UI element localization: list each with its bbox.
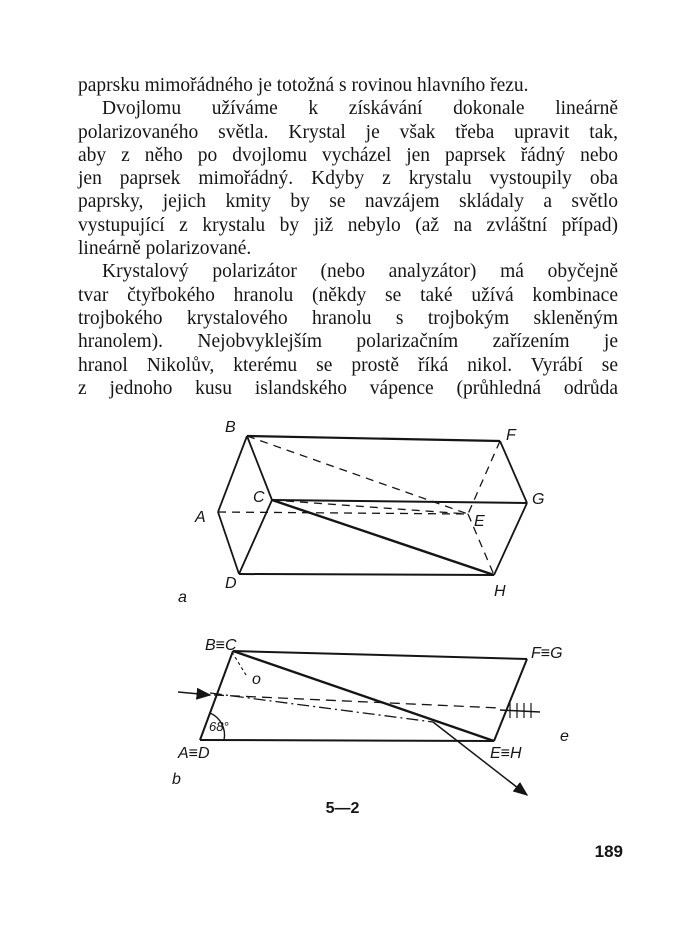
vertex-label-h: H	[494, 583, 506, 600]
vertex-label-d: D	[225, 575, 237, 592]
text-line: Krystalový polarizátor (nebo analyzátor) má obyčejně	[102, 261, 618, 283]
text-line: z jednoho kusu islandského vápence (průhledná odrůda	[78, 377, 618, 399]
vertex-label-f-g: F≡G	[531, 645, 563, 662]
page-number: 189	[594, 842, 623, 861]
text-line: jen paprsek mimořádný. Kdyby z krystalu vystoupily oba	[78, 168, 618, 190]
text-line: Dvojlomu užíváme k získávání dokonale lineárně	[102, 98, 618, 120]
text-line: hranolem). Nejobvyklejším polarizačním zařízením je	[78, 331, 618, 353]
text-line: paprsku mimořádného je totožná s rovinou hlavního řezu.	[78, 75, 529, 96]
figure-caption: 5—2	[325, 800, 360, 817]
vertex-label-a: A	[195, 509, 206, 526]
text-line: lineárně polarizované.	[78, 238, 252, 260]
text-line: trojbokého krystalového hranolu s trojbokým skleněným	[78, 307, 618, 329]
vertex-label-e-h: E≡H	[490, 745, 522, 762]
text-line: tvar čtyřbokého hranolu (někdy se také užívá kombinace	[78, 284, 618, 306]
vertex-label-a-d: A≡D	[178, 745, 210, 762]
text-line: paprsky, jejich kmity by se navzájem skládaly a světlo	[78, 191, 618, 213]
text-line: aby z něho po dvojlomu vycházel jen paprsek řádný nebo	[78, 144, 618, 166]
text-line: vystupující z krystalu by již nebylo (až na zvláštní případ)	[78, 214, 618, 236]
figure-b-section	[178, 651, 540, 795]
vertex-label-b: B	[225, 419, 236, 436]
ray-label-o: o	[252, 671, 261, 688]
text-line: polarizovaného světla. Krystal je však třeba upravit tak,	[78, 121, 618, 143]
figure-a-sublabel: a	[178, 589, 187, 606]
vertex-label-g: G	[532, 491, 545, 508]
ray-label-e: e	[560, 728, 569, 745]
vertex-label-c: C	[253, 489, 265, 506]
text-line: hranol Nikolův, kterému se prostě říká nikol. Vyrábí se	[78, 354, 618, 376]
vertex-label-e: E	[474, 513, 485, 530]
vertex-label-b-c: B≡C	[205, 637, 237, 654]
vertex-label-f: F	[506, 427, 516, 444]
angle-label: 68°	[209, 719, 229, 734]
figure-b-sublabel: b	[172, 771, 181, 788]
